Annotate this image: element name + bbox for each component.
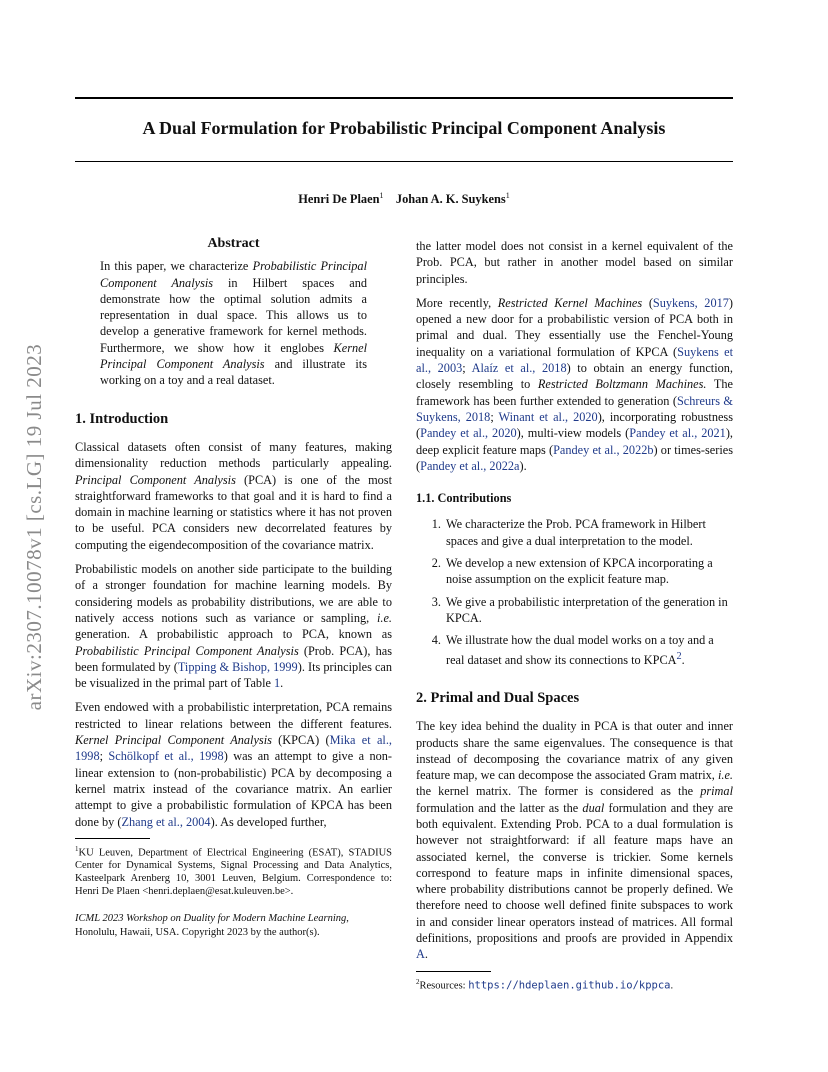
arxiv-side-stamp (22, 292, 52, 762)
section-heading-primal-dual: 2. Primal and Dual Spaces (416, 689, 580, 706)
list-item: 4. We illustrate how the dual model works on a toy and a real dataset and show its connections to KPCA$^2$. (444, 632, 733, 668)
author-name: Johan A. K. Suykens (395, 192, 506, 207)
abstract-body (100, 258, 367, 388)
footnote-reference-link[interactable]: 2 (676, 650, 682, 662)
table-reference-link[interactable]: 1 (274, 676, 281, 691)
citation-link[interactable]: Pandey et al., 2022a (420, 458, 520, 473)
section-heading-introduction: 1. Introduction (75, 410, 169, 427)
citation-link[interactable]: Pandey et al., 2020 (420, 426, 517, 441)
citation-link[interactable]: Suykens et al., 2003 (416, 344, 733, 376)
intro-paragraph: More recently, Restricted Kernel Machines (Suykens, 2017) opened a new door for a probabilistic version of PCA both in primal and dual. They essentially use the Fenchel-Young inequality on a variational formulation of KPCA (Suykens et al., 2003; Alaíz et al., 2018) to obtain an energy function, closely resembling to Restricted Boltzmann Machines. The framework has been further extended to generation (Schreurs & Suykens, 2018; Winant et al., 2020), incorporating robustness (Pandey et al., 2020), multi-view models (Pandey et al., 2021), deep explicit feature maps (Pandey et al., 2022b) or times-series (Pandey et al., 2022a). (416, 295, 734, 473)
intro-paragraph: Classical datasets often consist of many features, making dimensionality reduction methods particularly appealing. Principal Component Analysis (PCA) is one of the most straightforward frameworks to that goal and it is hard to find a domain in machine learning or statistics where it has not proven to be useful. PCA considers new decorrelated features by computing the eigendecomposition of the covariance matrix. (75, 439, 392, 552)
title-rule-top (75, 97, 733, 99)
list-item: 3. We give a probabilistic interpretation of the generation in KPCA. (444, 594, 733, 627)
paper-title: A Dual Formulation for Probabilistic Principal Component Analysis (142, 118, 666, 138)
author-affiliation-mark: 1 (505, 191, 510, 200)
author-affiliation-mark: 1 (379, 191, 384, 200)
citation-link[interactable]: Pandey et al., 2021 (629, 426, 726, 441)
arxiv-id-text: arXiv:2307.10078v1 [cs.LG] 19 Jul 2023 (22, 343, 46, 711)
intro-paragraph-continued: the latter model does not consist in a kernel equivalent of the Prob. PCA, but rather in another model based on similar principles. (416, 239, 733, 286)
citation-link[interactable]: Schölkopf et al., 1998 (108, 749, 224, 764)
appendix-reference-link[interactable]: A (416, 947, 425, 962)
citation-link[interactable]: Zhang et al., 2004 (121, 814, 211, 829)
citation-link[interactable]: Pandey et al., 2022b (553, 442, 654, 457)
footnote-rule (416, 971, 491, 972)
subsection-heading-contributions: 1.1. Contributions (416, 491, 512, 506)
list-item: 1. We characterize the Prob. PCA framework in Hilbert spaces and give a dual interpretation to the model. (444, 516, 733, 549)
citation-link[interactable]: Schreurs & Suykens, 2018 (416, 393, 733, 424)
intro-paragraph: Even endowed with a probabilistic interpretation, PCA remains restricted to linear relations between the different features. Kernel Principal Component Analysis (KPCA) (Mika et al., 1998; Schölkopf et al., 1998) was an attempt to give a non-linear extension to (non-probabilistic) PCA by decomposing a kernel matrix instead of the covariance matrix. An earlier attempt to give a probabilistic formulation of KPCA has been done by (Zhang et al., 2004). As developed further, (75, 700, 392, 829)
citation-link[interactable]: Suykens, 2017 (652, 295, 729, 310)
author-name: Henri De Plaen (298, 192, 380, 207)
author-list (75, 191, 733, 207)
citation-link[interactable]: Mika et al., 1998 (75, 733, 392, 764)
affiliation-footnote: $^1$KU Leuven, Department of Electrical Engineering (ESAT), STADIUS Center for Dynamical Systems, Signal Processing and Data Analytics, Kasteelpark Arenberg 10, 3001 Leuven, Belgium. Correspondence to: Henri De Plaen <henri.deplaen@esat.kuleuven.be>. (75, 844, 392, 898)
abstract-heading: Abstract (207, 236, 260, 251)
list-item: 2. We develop a new extension of KPCA incorporating a noise assumption on the explicit feature map. (444, 555, 733, 588)
left-column (75, 236, 392, 939)
citation-link[interactable]: Alaíz et al., 2018 (471, 361, 567, 376)
right-column (416, 238, 733, 992)
resources-footnote: $^2$Resources: https://hdeplaen.github.io/kppca. (416, 977, 674, 992)
contributions-list (416, 516, 733, 667)
abstract-paragraph: In this paper, we characterize Probabilistic Principal Component Analysis in Hilbert spaces and demonstrate how the optimal solution admits a representation in dual space. This allows us to develop a generative framework for kernel methods. Furthermore, we show how it englobes Kernel Principal Component Analysis and illustrate its working on a toy and a real dataset. (100, 259, 368, 388)
citation-link[interactable]: Tipping & Bishop, 1999 (177, 659, 298, 674)
section-paragraph: The key idea behind the duality in PCA is that outer and inner products share the same eigenvalues. The consequence is that instead of decomposing the covariance matrix of any given feature map, we can decompose the associated Gram matrix, i.e. the kernel matrix. The former is considered as the primal formulation and the latter as the dual formulation and they are both equivalent. Extending Prob. PCA to a dual formulation is however not straightforward: if all feature maps have an associated kernel, the converse is trickier. Some kernels correspond to feature maps in infinite dimensional spaces, where probability distributions cannot be properly defined. We therefore need to choose well defined finite subspaces to work in and consider linear operators instead of matrices. All formal definitions, propositions and proofs are provided in Appendix A. (416, 719, 733, 962)
venue-note: ICML 2023 Workshop on Duality for Modern Machine Learning, Honolulu, Hawaii, USA. Copyright 2023 by the author(s). (75, 913, 349, 938)
title-rule-bottom (75, 161, 733, 162)
citation-link[interactable]: Winant et al., 2020 (498, 409, 598, 424)
footnote-rule (75, 838, 150, 839)
resources-url-link[interactable]: https://hdeplaen.github.io/kppca (468, 979, 671, 992)
intro-paragraph: Probabilistic models on another side participate to the building of a stronger foundation for machine learning models. By considering models as probability distributions, we are able to natively access notions such as variance or sampling, i.e. generation. A probabilistic approach to PCA, known as Probabilistic Principal Component Analysis (Prob. PCA), has been formulated by (Tipping & Bishop, 1999). Its principles can be visualized in the primal part of Table 1. (75, 562, 393, 691)
